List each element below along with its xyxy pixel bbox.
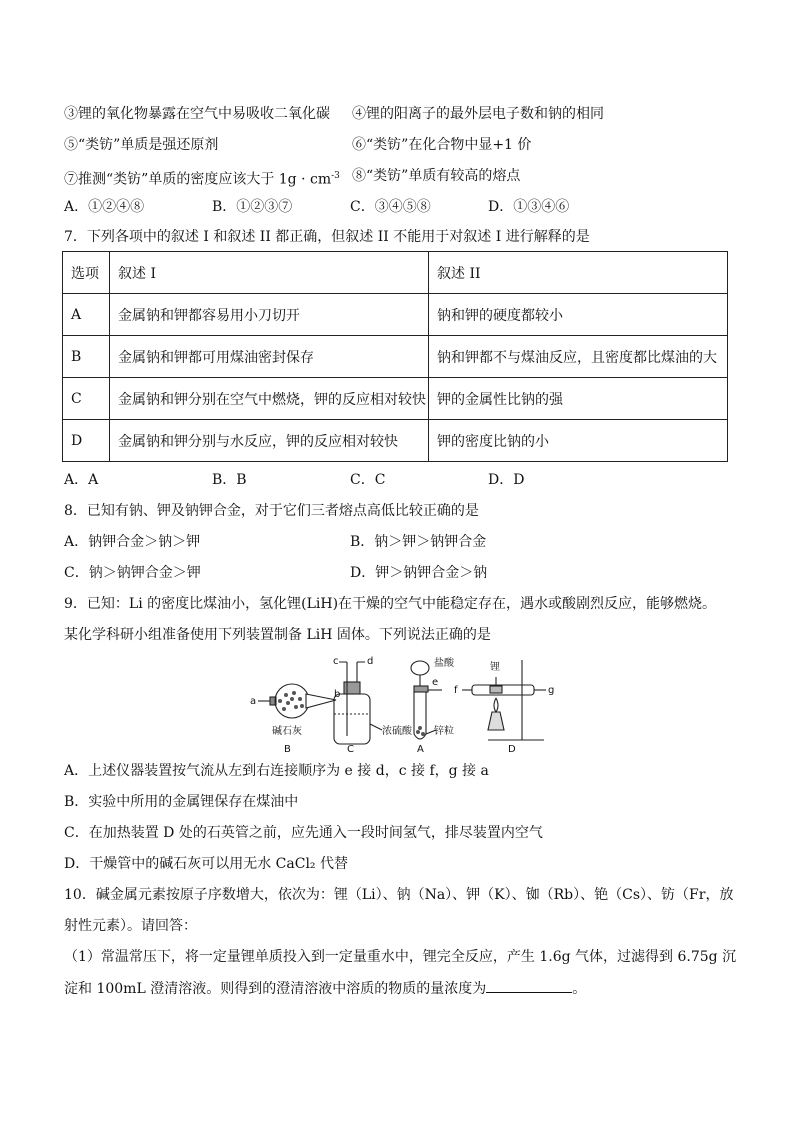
q10-sub1-line-2 bbox=[64, 978, 586, 999]
answer-blank[interactable] bbox=[486, 978, 572, 993]
q7-option-a: A．A bbox=[64, 472, 99, 488]
q7-cell-option: C bbox=[63, 378, 110, 420]
q7-option-d: D．D bbox=[488, 472, 525, 488]
q10-sub1-text: 淀和 100mL 澄清溶液。则得到的澄清溶液中溶质的物质的量浓度为 bbox=[64, 981, 487, 997]
label-apparatus-c: C bbox=[347, 744, 354, 755]
port-label-d: d bbox=[367, 656, 374, 667]
statement-5: ⑤“类钫”单质是强还原剂 bbox=[64, 137, 219, 153]
q10-stem-line-2: 射性元素）。请回答： bbox=[64, 918, 197, 934]
q9-option-a: A．上述仪器装置按气流从左到右连接顺序为 e 接 d，c 接 f，g 接 a bbox=[64, 763, 489, 779]
q7-cell-option: B bbox=[63, 336, 110, 378]
q7-cell-statement-2: 钾的金属性比钠的强 bbox=[429, 378, 728, 420]
port-label-g: g bbox=[548, 685, 555, 696]
q9-stem-line-2: 某化学科研小组准备使用下列装置制备 LiH 固体。下列说法正确的是 bbox=[64, 627, 491, 643]
port-label-c: c bbox=[333, 656, 339, 667]
q7-cell-statement-2: 钠和钾的硬度都较小 bbox=[429, 294, 728, 336]
statement-7-text: ⑦推测“类钫”单质的密度应该大于 1g · cm bbox=[64, 171, 332, 188]
q8-option-d: D．钾＞钠钾合金＞钠 bbox=[350, 565, 488, 581]
q8-option-b: B．钠＞钾＞钠钾合金 bbox=[350, 534, 487, 550]
prev-option-a: A．①②④⑧ bbox=[64, 199, 145, 215]
q10-sub1-line-1: （1）常温常压下，将一定量锂单质投入到一定量重水中，锂完全反应，产生 1.6g 气体，过滤得到 6.75g 沉 bbox=[64, 949, 737, 965]
statement-8: ⑧“类钫”单质有较高的熔点 bbox=[352, 168, 521, 184]
label-hcl: 盐酸 bbox=[434, 658, 454, 669]
statement-4: ④锂的阳离子的最外层电子数和钠的相同 bbox=[352, 106, 604, 122]
label-conc-acid: 浓硫酸 bbox=[382, 726, 412, 737]
q7-cell-statement-1: 金属钠和钾分别在空气中燃烧，钾的反应相对较快 bbox=[110, 378, 429, 420]
label-apparatus-d: D bbox=[508, 744, 516, 755]
q7-header-statement-1: 叙述 I bbox=[110, 252, 429, 294]
label-apparatus-a: A bbox=[417, 744, 424, 755]
prev-option-c: C．③④⑤⑧ bbox=[350, 199, 431, 215]
q10-sub1-period: 。 bbox=[572, 981, 587, 997]
q9-option-c: C．在加热装置 D 处的石英管之前，应先通入一段时间氢气，排尽装置内空气 bbox=[64, 825, 543, 841]
statement-3: ③锂的氧化物暴露在空气中易吸收二氧化碳 bbox=[64, 106, 330, 122]
q7-cell-option: D bbox=[63, 420, 110, 462]
q7-table bbox=[62, 251, 728, 462]
statement-7-superscript: -3 bbox=[331, 171, 340, 181]
q9-option-d: D．干燥管中的碱石灰可以用无水 CaCl₂ 代替 bbox=[64, 856, 348, 872]
q7-option-c: C．C bbox=[350, 472, 386, 488]
q7-header-statement-2: 叙述 II bbox=[429, 252, 728, 294]
q8-option-c: C．钠＞钠钾合金＞钾 bbox=[64, 565, 201, 581]
q7-table-header-row bbox=[63, 252, 728, 294]
q7-cell-statement-2: 钠和钾都不与煤油反应，且密度都比煤油的大 bbox=[429, 336, 728, 378]
q7-option-b: B．B bbox=[212, 472, 247, 488]
label-zinc: 锌粒 bbox=[434, 726, 454, 737]
q7-stem: 7．下列各项中的叙述 I 和叙述 II 都正确，但叙述 II 不能用于对叙述 I 进行解释的是 bbox=[64, 229, 590, 245]
table-row bbox=[63, 378, 728, 420]
q9-stem-line-1: 9．已知：Li 的密度比煤油小，氢化锂(LiH)在干燥的空气中能稳定存在，遇水或酸剧烈反应，能够燃烧。 bbox=[64, 596, 717, 612]
q7-cell-statement-1: 金属钠和钾都可用煤油密封保存 bbox=[110, 336, 429, 378]
q9-option-b: B．实验中所用的金属锂保存在煤油中 bbox=[64, 794, 299, 810]
label-soda-lime: 碱石灰 bbox=[272, 726, 302, 737]
prev-option-b: B．①②③⑦ bbox=[212, 199, 293, 215]
table-row bbox=[63, 294, 728, 336]
statement-6: ⑥“类钫”在化合物中显+1 价 bbox=[352, 137, 532, 153]
q7-cell-statement-1: 金属钠和钾分别与水反应，钾的反应相对较快 bbox=[110, 420, 429, 462]
port-label-a: a bbox=[250, 696, 257, 707]
port-label-f: f bbox=[454, 685, 458, 696]
q7-cell-statement-1: 金属钠和钾都容易用小刀切开 bbox=[110, 294, 429, 336]
label-lithium: 锂 bbox=[490, 662, 500, 673]
q7-cell-statement-2: 钾的密度比钠的小 bbox=[429, 420, 728, 462]
q10-stem-line-1: 10．碱金属元素按原子序数增大，依次为：锂（Li）、钠（Na）、钾（K）、铷（Rb）、铯（Cs）、钫（Fr，放 bbox=[64, 887, 734, 903]
label-apparatus-b: B bbox=[284, 744, 291, 755]
q8-option-a: A．钠钾合金＞钠＞钾 bbox=[64, 534, 201, 550]
table-row bbox=[63, 420, 728, 462]
port-label-e: e bbox=[432, 677, 439, 688]
table-row bbox=[63, 336, 728, 378]
q7-header-option: 选项 bbox=[63, 252, 110, 294]
prev-option-d: D．①③④⑥ bbox=[488, 199, 570, 215]
statement-7 bbox=[64, 166, 340, 190]
q7-cell-option: A bbox=[63, 294, 110, 336]
q8-stem: 8．已知有钠、钾及钠钾合金，对于它们三者熔点高低比较正确的是 bbox=[64, 503, 479, 519]
port-label-b: b bbox=[334, 689, 341, 700]
q9-apparatus-figure bbox=[244, 652, 560, 756]
